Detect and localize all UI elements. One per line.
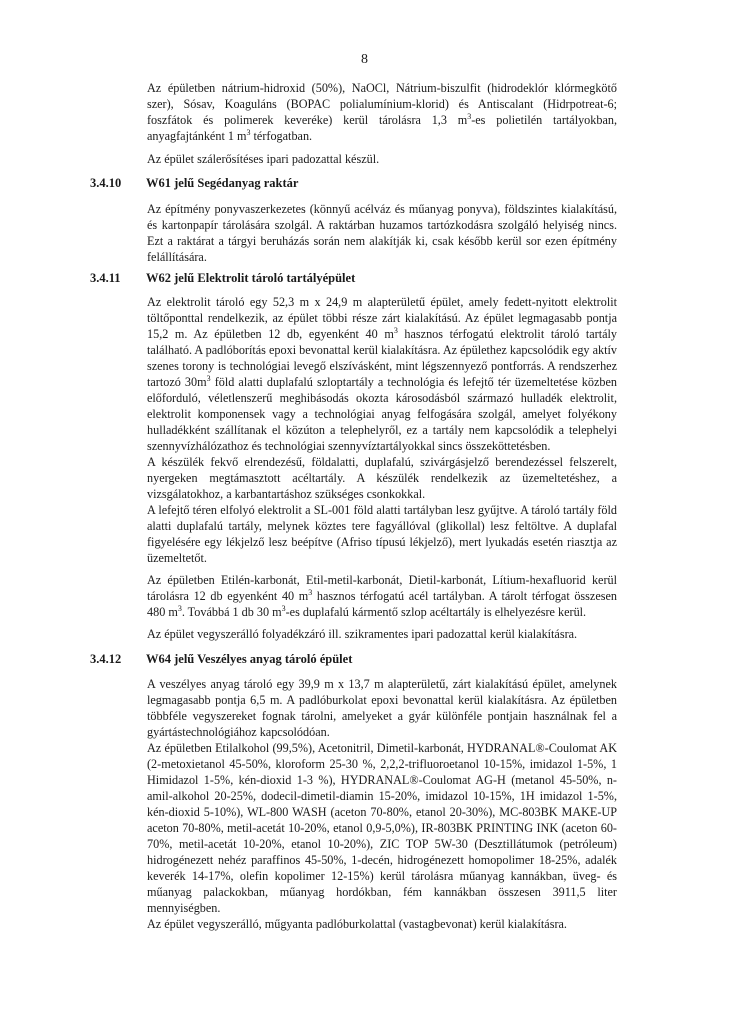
section-heading xyxy=(90,176,630,191)
intro-paragraph-2: Az épület szálerősítéses ipari padozattal készül. xyxy=(147,152,380,166)
section-title: W61 jelű Segédanyag raktár xyxy=(146,176,299,190)
section-number: 3.4.11 xyxy=(90,271,121,285)
text-run: hasznos térfogatú elektrolit tároló tartály található. A padlóborítás epoxi bevonattal kerül kialakításra. Az épülethez kapcsolódik egy aktív szenes torony is technológiai levegő elszívásként, mint légszennyező pontforrás. A rendszerhez tartozó 30m xyxy=(147,327,617,389)
text-run: hasznos térfogatú acél tartályban. A tárolt térfogat összesen 480 m xyxy=(147,589,617,619)
section-heading xyxy=(90,652,630,667)
section-paragraph xyxy=(147,572,617,620)
text-run: Az elektrolit tároló egy 52,3 m x 24,9 m alapterületű épület, amely fedett-nyitott elektrolit töltőponttal rendelkezik, az épület többi része zárt kialakítású. Az épület legmagasabb pontja 15,2 m. Az épületben 12 db, egyenként 40 m xyxy=(147,295,617,341)
text-run: föld alatti duplafalú szloptartály a technológia és lefejtő tér üzemeltetése közben előforduló, véletlenszerű meghibásodás okozta károsodásból származó hulladék elektrolit, elektrolit komponensek vagy a technológiai anyag felfogására szolgál, amelyet folyékony hulladékként szállítanak el közúton a telephelyről, ez a tartály nem kapcsolódik a telephelyi szennyvízhálózathoz és technológiai szennyvíztartályokkal sincs összeköttetésben. xyxy=(147,375,617,453)
paragraph: A lefejtő téren elfolyó elektrolit a SL-001 föld alatti tartályban lesz gyűjtve. A tároló tartály föld alatti duplafalú tartály, melynek köztes tere fagyállóval (glikollal) lesz feltöltve. A duplafal figyelésére egy lékjelző lesz beépítve (Afriso típusú lékjelző), mert lyukadás esetén riasztja az üzemeltetőt. xyxy=(147,503,617,565)
superscript: 3 xyxy=(281,603,286,613)
section-number: 3.4.12 xyxy=(90,652,122,666)
paragraph xyxy=(147,294,617,454)
intro-text-c: térfogatban. xyxy=(250,129,313,143)
section-paragraph: Az épület vegyszerálló folyadékzáró ill. szikramentes ipari padozattal kerül kialakításra. xyxy=(147,627,578,641)
superscript: 3 xyxy=(308,587,313,597)
superscript: 3 xyxy=(246,127,251,137)
section-title: W64 jelű Veszélyes anyag tároló épület xyxy=(146,652,353,666)
paragraph: Az épület vegyszerálló, műgyanta padlóburkolattal (vastagbevonat) kerül kialakításra. xyxy=(147,917,567,931)
section-title: W62 jelű Elektrolit tároló tartályépület xyxy=(146,271,356,285)
paragraph: A készülék fekvő elrendezésű, földalatti, duplafalú, szivárgásjelző berendezéssel felszerelt, nyergeken megtámasztott acéltartály. A készülék rendelkezik az üzemeltetéshez, a vizsgálatokhoz, a karbantartáshoz szükséges csonkokkal. xyxy=(147,455,617,501)
section-heading xyxy=(90,271,630,286)
intro-text-b: -es polietilén tartályokban, anyagfajtánként 1 m xyxy=(147,113,618,143)
superscript: 3 xyxy=(177,603,182,613)
superscript: 3 xyxy=(206,373,211,383)
paragraph: Az épületben Etilalkohol (99,5%), Acetonitril, Dimetil-karbonát, HYDRANAL®-Coulomat AK (2-metoxietanol 45-50%, kloroform 25-30 %, 2,2,2-trifluoroetanol 10-15%, imidazol 1-5%, 1 Himidazol 1-5%, kén-dioxid 1-3 %), HYDRANAL®-Coulomat AG-H (metanol 45-50%, n-amil-alkohol 20-25%, dodecil-dimetil-diamin 15-20%, imidazol 10-15%, 1H imidazol 1-5%, kén-dioxid 5-10%), WL-800 WASH (aceton 70-80%, etanol 20-30%), MC-803BK MAKE-UP aceton 70-80%, metil-acetát 10-20%, etanol 0,9-5,0%), IR-803BK PRINTING INK (aceton 60-70%, metil-acetát 10-20%, etanol 10-20%), ZIC TOP 5W-30 (Desztillátumok (petróleum) hidrogénezett nehéz paraffinos 45-50%, 1-decén, hidrogénezett homopolimer 18-25%, adalék keverék 14-17%, olefin kopolimer 12-15%) kerül tárolásra műanyag kannákban, üveg- és műanyag palackokban, műanyag hordókban, fém kannákban összesen 3911,5 liter mennyiségben. xyxy=(147,741,617,915)
section-number: 3.4.10 xyxy=(90,176,122,190)
superscript: 3 xyxy=(467,111,472,121)
text-run: -es duplafalú kármentő szlop acéltartály is elhelyezésre kerül. xyxy=(285,605,587,619)
section-paragraph: Az építmény ponyvaszerkezetes (könnyű acélváz és műanyag ponyva), földszintes kialakítású, és kartonpapír tárolására szolgál. A raktárban huzamos tartózkodásra szolgáló helyiség nincs. Ezt a raktárat a tárgyi beruházás során nem alakítják ki, csak később kerül sor ezen építmény felállítására. xyxy=(147,202,617,264)
intro-paragraph xyxy=(147,80,617,144)
superscript: 3 xyxy=(393,325,398,335)
paragraph: A veszélyes anyag tároló egy 39,9 m x 13,7 m alapterületű, zárt kialakítású épület, amelynek legmagasabb pontja 6,5 m. A padlóburkolat epoxi bevonattal kerül kialakításra. Az épületben többféle vegyszereket fognak tárolni, amelyeket a gyár különféle pontjain használnak fel a gyártástechnológiához kapcsolódóan. xyxy=(147,677,617,739)
section-paragraph xyxy=(147,294,617,566)
page-number: 8 xyxy=(361,52,368,67)
text-run: Az épületben Etilén-karbonát, Etil-metil-karbonát, Dietil-karbonát, Lítium-hexafluorid kerül tárolásra 12 db egyenként 40 m xyxy=(147,573,617,603)
text-run: . Továbbá 1 db 30 m xyxy=(181,605,282,619)
intro-text-a: Az épületben nátrium-hidroxid (50%), NaOCl, Nátrium-biszulfit (hidrodeklór klórmegkötő szer), Sósav, Koaguláns (BOPAC polialumínium-klorid) és Antiscalant (Hidrpotreat-6; foszfátok és polimerek keveréke) kerül tárolásra 1,3 m xyxy=(147,81,617,127)
section-paragraph xyxy=(147,676,617,932)
